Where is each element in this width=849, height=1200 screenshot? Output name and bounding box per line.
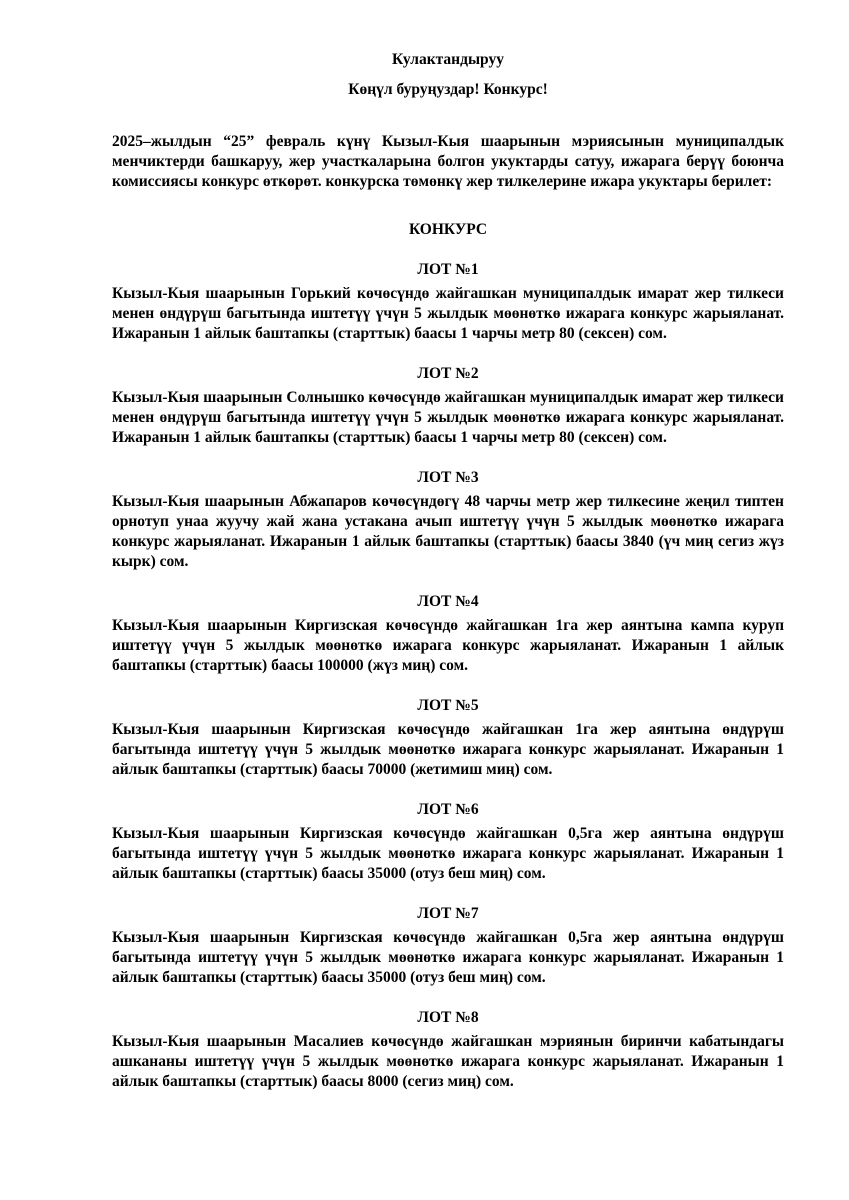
lot-8 xyxy=(112,1008,784,1092)
section-title: КОНКУРС xyxy=(408,221,488,238)
lot-2 xyxy=(112,364,784,448)
lot-description: Кызыл-Кыя шаарынын Абжапаров көчөсүндөгү 48 чарчы метр жер тилкесине жеңил типтен орнотуп унаа жуучу жай жана устакана ачып иштетүү үчүн 5 жылдык мөөнөткө ижарага конкурс жарыяланат. Ижаранын 1 айлык баштапкы (старттык) баасы 3840 (үч миң сегиз жүз кырк) сом. xyxy=(112,493,784,570)
lot-3 xyxy=(112,468,784,572)
lot-7 xyxy=(112,904,784,988)
document-title: Кулактандыруу xyxy=(392,51,504,68)
lot-description: Кызыл-Кыя шаарынын Масалиев көчөсүндө жайгашкан мэриянын биринчи кабатындагы ашкананы иштетүү үчүн 5 жылдык мөөнөткө ижарага конкурс жарыяланат. Ижаранын 1 айлык баштапкы (старттык) баасы 8000 (сегиз миң) сом. xyxy=(112,1033,784,1090)
document-page xyxy=(112,50,784,1112)
lot-description: Кызыл-Кыя шаарынын Солнышко көчөсүндө жайгашкан муниципалдык имарат жер тилкеси менен өндүрүш багытында иштетүү үчүн 5 жылдык мөөнөткө ижарага конкурс жарыяланат. Ижаранын 1 айлык баштапкы (старттык) баасы 1 чарчы метр 80 (сексен) сом. xyxy=(112,389,784,446)
lot-6 xyxy=(112,800,784,884)
lot-heading: ЛОТ №5 xyxy=(417,697,479,714)
lot-heading: ЛОТ №2 xyxy=(417,365,479,382)
lot-heading: ЛОТ №7 xyxy=(417,905,479,922)
lot-heading: ЛОТ №8 xyxy=(417,1009,479,1026)
lot-heading: ЛОТ №3 xyxy=(417,469,479,486)
document-subtitle: Көңүл буруңуздар! Конкурс! xyxy=(348,81,548,98)
intro-paragraph: 2025–жылдын “25” февраль күнү Кызыл-Кыя шаарынын мэриясынын муниципалдык менчиктерди башкаруу, жер участкаларына болгон укуктарды сатуу, ижарага берүү боюнча комиссиясы конкурс өткөрөт. конкурска төмөнкү жер тилкелерине ижара укуктары берилет: xyxy=(112,133,784,190)
lot-4 xyxy=(112,592,784,676)
lot-5 xyxy=(112,696,784,780)
lot-description: Кызыл-Кыя шаарынын Киргизская көчөсүндө жайгашкан 0,5га жер аянтына өндүрүш багытында иштетүү үчүн 5 жылдык мөөнөткө ижарага конкурс жарыяланат. Ижаранын 1 айлык баштапкы (старттык) баасы 35000 (отуз беш миң) сом. xyxy=(112,929,784,986)
lot-description: Кызыл-Кыя шаарынын Киргизская көчөсүндө жайгашкан 0,5га жер аянтына өндүрүш багытында иштетүү үчүн 5 жылдык мөөнөткө ижарага конкурс жарыяланат. Ижаранын 1 айлык баштапкы (старттык) баасы 35000 (отуз беш миң) сом. xyxy=(112,825,784,882)
lot-description: Кызыл-Кыя шаарынын Киргизская көчөсүндө жайгашкан 1га жер аянтына өндүрүш багытында иштетүү үчүн 5 жылдык мөөнөткө ижарага конкурс жарыяланат. Ижаранын 1 айлык баштапкы (старттык) баасы 70000 (жетимиш миң) сом. xyxy=(112,721,784,778)
lot-1 xyxy=(112,260,784,344)
lot-heading: ЛОТ №6 xyxy=(417,801,479,818)
lot-description: Кызыл-Кыя шаарынын Киргизская көчөсүндө жайгашкан 1га жер аянтына кампа куруп иштетүү үчүн 5 жылдык мөөнөткө ижарага конкурс жарыяланат. Ижаранын 1 айлык баштапкы (старттык) баасы 100000 (жүз миң) сом. xyxy=(112,617,784,674)
lot-heading: ЛОТ №4 xyxy=(417,593,479,610)
lot-heading: ЛОТ №1 xyxy=(417,261,479,278)
lot-description: Кызыл-Кыя шаарынын Горький көчөсүндө жайгашкан муниципалдык имарат жер тилкеси менен өндүрүш багытында иштетүү үчүн 5 жылдык мөөнөткө ижарага конкурс жарыяланат. Ижаранын 1 айлык баштапкы (старттык) баасы 1 чарчы метр 80 (сексен) сом. xyxy=(112,285,784,342)
